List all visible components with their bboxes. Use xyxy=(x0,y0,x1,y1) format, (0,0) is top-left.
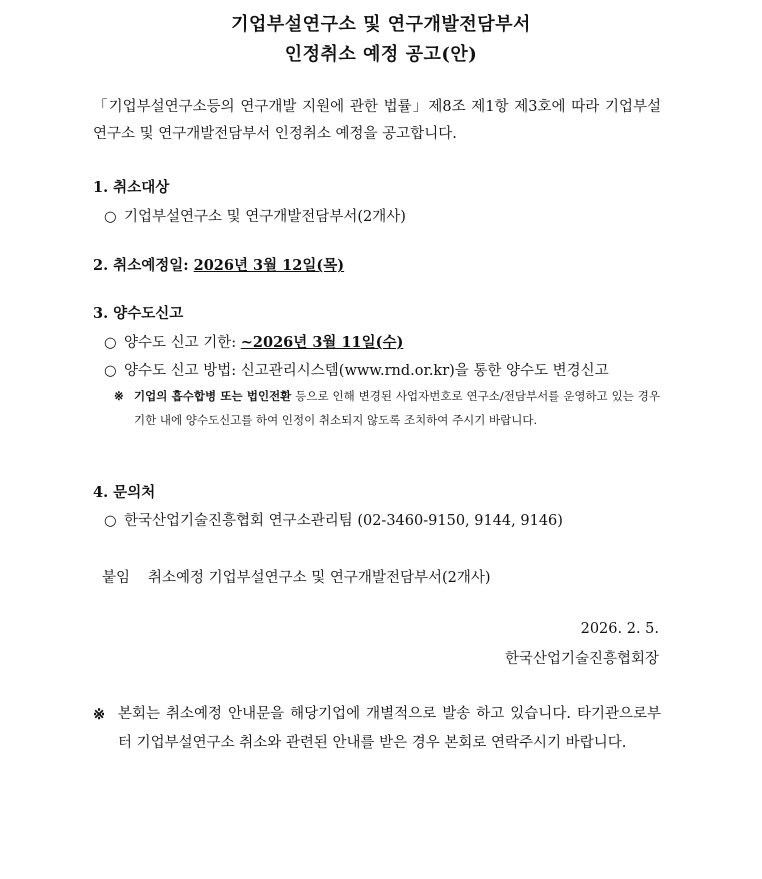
section3-note xyxy=(114,384,660,432)
attachment-text: 취소예정 기업부설연구소 및 연구개발전담부서(2개사) xyxy=(148,570,491,586)
footer-note-text: 본회는 취소예정 안내문을 해당기업에 개별적으로 발송 하고 있습니다. 타기관으로부터 기업부설연구소 취소와 관련된 안내를 받은 경우 본회로 연락주시기 바랍니다. xyxy=(118,706,661,751)
section1-item-text: 기업부설연구소 및 연구개발전담부서(2개사) xyxy=(124,209,406,225)
section1-heading: 1. 취소대상 xyxy=(93,179,170,196)
deadline-value: ~2026년 3월 11일(수) xyxy=(240,334,404,351)
note-mark-icon: ※ xyxy=(114,389,124,403)
section4-contact-item xyxy=(104,509,563,530)
cancellation-date: 2026년 3월 12일(목) xyxy=(193,257,345,274)
note-bold-text: 기업의 흡수합병 또는 법인전환 xyxy=(134,389,292,403)
section2-label: 2. 취소예정일: xyxy=(93,257,194,274)
contact-text: 한국산업기술진흥협회 연구소관리팀 (02-3460-9150, 9144, 9146) xyxy=(124,513,563,529)
section1-item xyxy=(104,205,406,226)
document-title-line2: 인정취소 예정 공고(안) xyxy=(284,44,478,65)
bullet-icon: ○ xyxy=(104,209,117,225)
document-title-line1: 기업부설연구소 및 연구개발전담부서 xyxy=(231,14,531,35)
section3-deadline-item xyxy=(104,331,403,352)
bullet-icon: ○ xyxy=(104,513,117,529)
attachment-line xyxy=(102,566,491,587)
bullet-icon: ○ xyxy=(104,335,117,351)
section3-method-item xyxy=(104,359,609,380)
section3-heading: 3. 양수도신고 xyxy=(93,305,184,322)
bullet-icon: ○ xyxy=(104,363,117,379)
attachment-label: 붙임 xyxy=(102,570,131,586)
section4-heading: 4. 문의처 xyxy=(93,484,156,501)
section2-heading xyxy=(93,254,344,275)
deadline-label: 양수도 신고 기한: xyxy=(124,335,241,351)
signature-date: 2026. 2. 5. xyxy=(580,621,659,637)
method-text: 양수도 신고 방법: 신고관리시스템(www.rnd.or.kr)을 통한 양수도 변경신고 xyxy=(124,363,609,379)
footer-note-mark-icon: ※ xyxy=(93,706,106,723)
note-rest-text: 등으로 인해 변경된 사업자번호로 연구소/전담부서를 운영하고 있는 경우 기한 내에 양수도신고를 하여 인정이 취소되지 않도록 조치하여 주시기 바랍니다. xyxy=(134,389,660,427)
intro-paragraph: 「기업부설연구소등의 연구개발 지원에 관한 법률」제8조 제1항 제3호에 따라 기업부설연구소 및 연구개발전담부서 인정취소 예정을 공고합니다. xyxy=(93,99,661,142)
signature-organization: 한국산업기술진흥협회장 xyxy=(504,651,659,667)
footer-note xyxy=(93,700,661,758)
